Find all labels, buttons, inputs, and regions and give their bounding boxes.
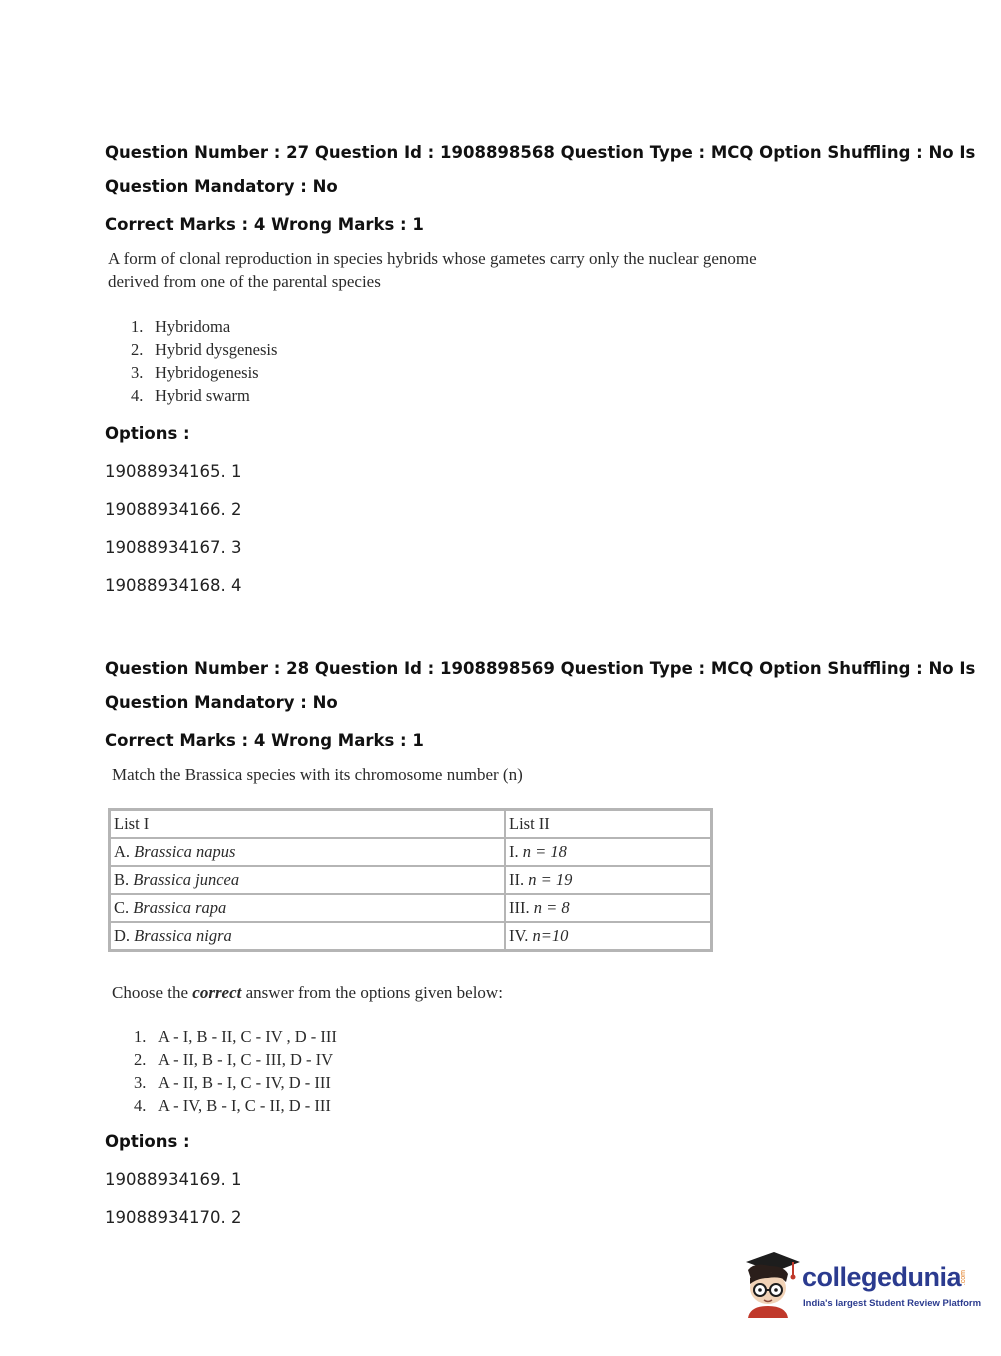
q28-meta-line2: Question Mandatory : No [105,693,338,712]
q28-choice: 4. A - IV, B - I, C - II, D - III [134,1096,331,1115]
q28-option-1: 19088934169. 1 [105,1170,242,1189]
q27-meta-line2: Question Mandatory : No [105,177,338,196]
table-cell: III. n = 8 [505,894,711,922]
logo-com-suffix: .com [960,1270,967,1286]
q27-question-stem [108,247,757,293]
q27-option-2: 19088934166. 2 [105,500,242,519]
table-cell: II. n = 19 [505,866,711,894]
match-table-wrapper [108,808,713,952]
q28-choice: 2. A - II, B - I, C - III, D - IV [134,1050,334,1069]
student-mascot-icon [740,1248,802,1318]
table-cell: IV. n=10 [505,922,711,950]
q27-choice: 3. Hybridogenesis [131,363,259,382]
q28-marks: Correct Marks : 4 Wrong Marks : 1 [105,731,424,750]
logo-tagline: India's largest Student Review Platform [803,1298,982,1309]
q28-instruction: Choose the correct answer from the options given below: [112,983,503,1002]
q27-choice: 2. Hybrid dysgenesis [131,340,278,359]
q27-stem-line2: derived from one of the parental species [108,272,381,291]
q28-choice-list [134,1025,337,1117]
q28-option-2: 19088934170. 2 [105,1208,242,1227]
q28-choice: 1. A - I, B - II, C - IV , D - III [134,1027,337,1046]
q27-stem-line1: A form of clonal reproduction in species hybrids whose gametes carry only the nuclear genome [108,249,757,268]
q28-options-label: Options : [105,1132,190,1151]
table-cell: B. Brassica juncea [110,866,505,894]
table-row [110,894,711,922]
table-cell: I. n = 18 [505,838,711,866]
q27-meta-line1: Question Number : 27 Question Id : 1908898568 Question Type : MCQ Option Shuffling : No Is [105,143,976,162]
q27-choice: 1. Hybridoma [131,317,231,336]
q27-choice-list [131,315,277,407]
collegedunia-logo [740,1248,982,1320]
table-header-list2: List II [505,810,711,838]
q27-option-1: 19088934165. 1 [105,462,242,481]
q27-option-4: 19088934168. 4 [105,576,242,595]
q27-marks: Correct Marks : 4 Wrong Marks : 1 [105,215,424,234]
table-cell: A. Brassica napus [110,838,505,866]
match-table [108,808,713,952]
table-cell: C. Brassica rapa [110,894,505,922]
q27-choice: 4. Hybrid swarm [131,386,250,405]
q28-meta-line1: Question Number : 28 Question Id : 1908898569 Question Type : MCQ Option Shuffling : No Is [105,659,976,678]
q28-choice: 3. A - II, B - I, C - IV, D - III [134,1073,331,1092]
table-row [110,866,711,894]
table-row [110,922,711,950]
table-header-row [110,810,711,838]
logo-wordmark: collegedunia [802,1262,962,1292]
table-cell: D. Brassica nigra [110,922,505,950]
table-row [110,838,711,866]
table-header-list1: List I [110,810,505,838]
q28-question-stem: Match the Brassica species with its chromosome number (n) [112,765,523,784]
q27-options-label: Options : [105,424,190,443]
q27-option-3: 19088934167. 3 [105,538,242,557]
